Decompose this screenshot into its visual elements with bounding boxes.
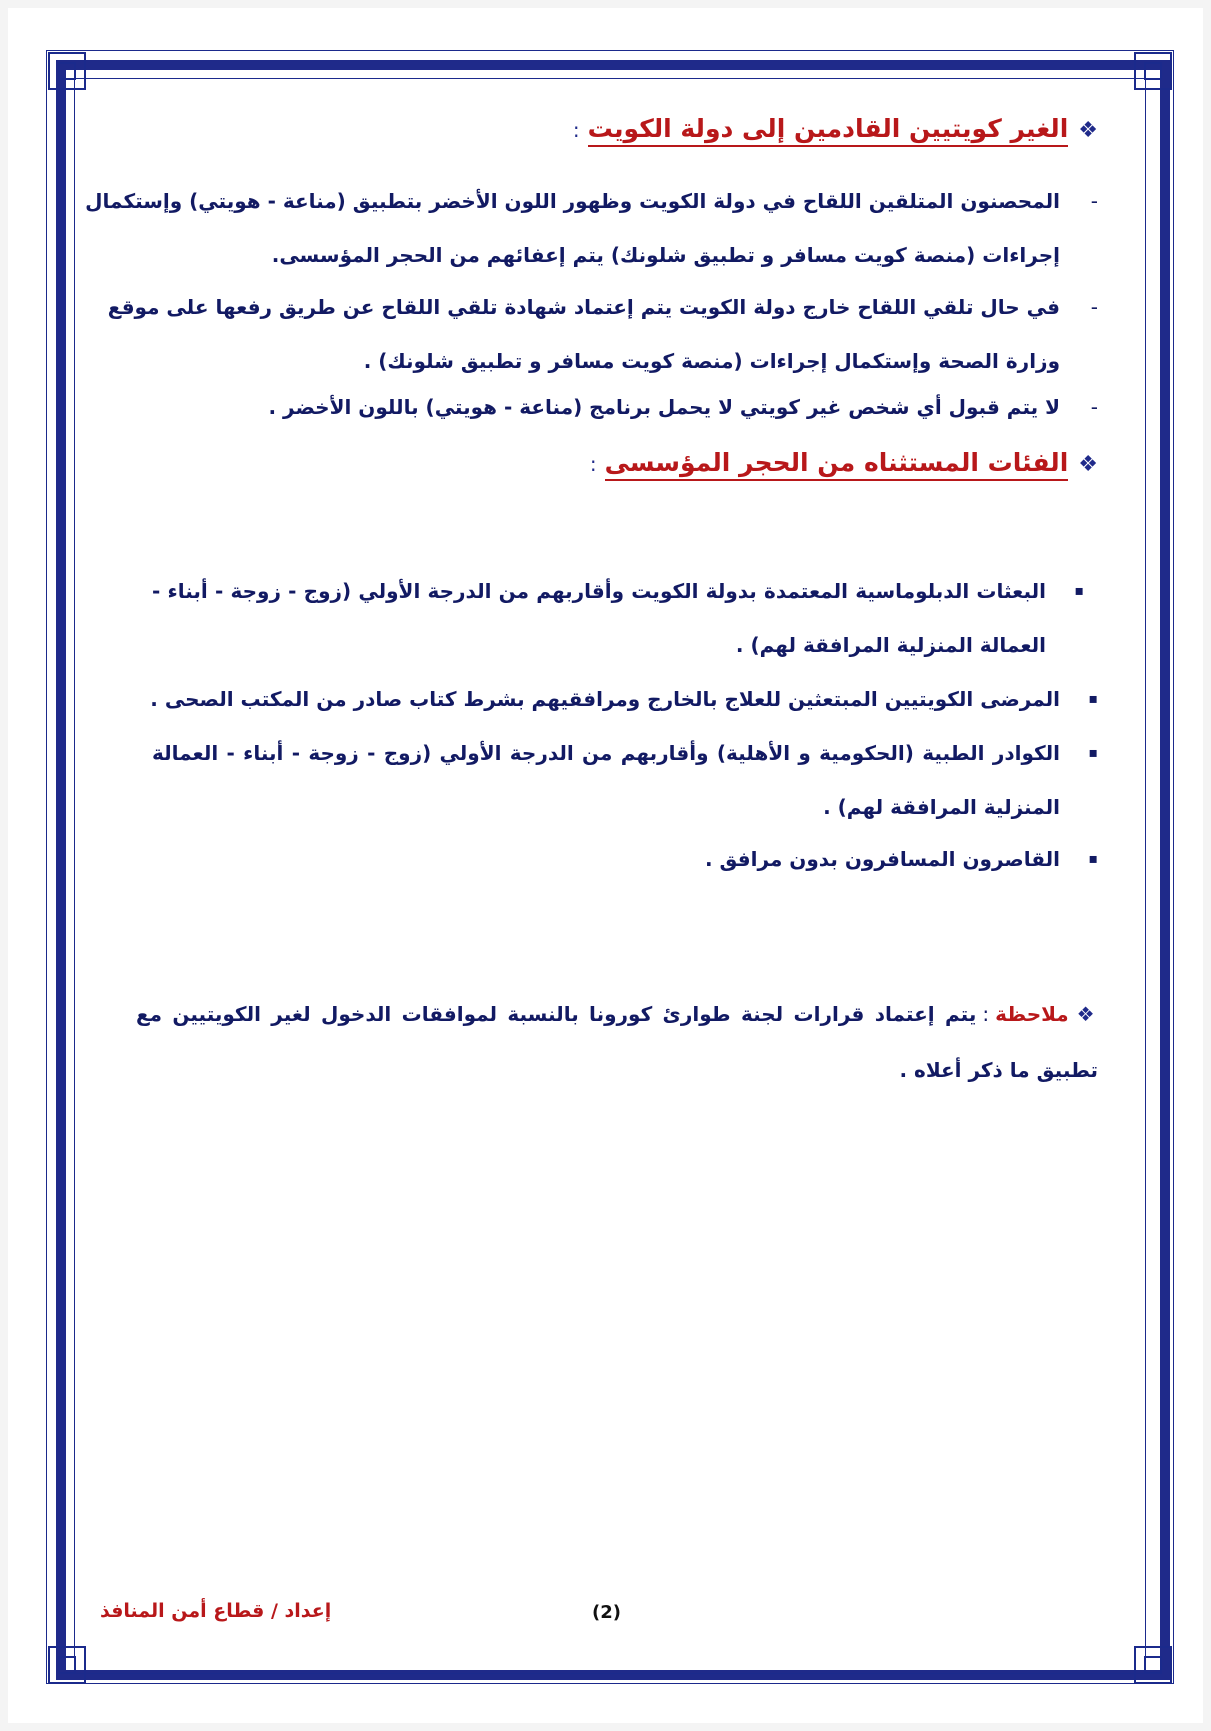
list-item-line: في حال تلقي اللقاح خارج دولة الكويت يتم إعتماد شهادة تلقي اللقاح عن طريق رفعها على موقع	[107, 295, 1060, 319]
square-bullet-icon: ▪	[1088, 691, 1098, 707]
square-bullet-icon: ▪	[1088, 851, 1098, 867]
footer-prepared-by: إعداد / قطاع أمن المنافذ	[100, 1600, 332, 1622]
heading-colon: :	[589, 452, 597, 476]
list-item-line: المرضى الكويتيين المبتعثين للعلاج بالخارج ومرافقيهم بشرط كتاب صادر من المكتب الصحى .	[150, 687, 1060, 711]
diamond-bullet-icon: ❖	[1078, 452, 1098, 477]
list-item	[152, 564, 1084, 672]
list-item-line: وزارة الصحة وإستكمال إجراءات (منصة كويت مسافر و تطبيق شلونك) .	[363, 349, 1060, 373]
list-item-line: القاصرون المسافرون بدون مرافق .	[704, 847, 1060, 871]
list-item	[107, 280, 1098, 388]
note-label: ملاحظة	[995, 1002, 1069, 1026]
dash-marker: -	[1090, 189, 1098, 213]
note-colon: :	[982, 1002, 990, 1026]
diamond-bullet-icon: ❖	[1078, 118, 1098, 143]
heading-colon: :	[572, 118, 580, 142]
dash-marker: -	[1090, 395, 1098, 419]
square-bullet-icon: ▪	[1074, 583, 1084, 599]
list-item	[152, 726, 1098, 834]
note-line-2: تطبيق ما ذكر أعلاه .	[899, 1058, 1098, 1082]
section-heading-exempt-categories	[590, 448, 1098, 477]
diamond-bullet-icon: ❖	[1076, 1002, 1098, 1026]
section-heading-non-kuwaitis	[573, 114, 1098, 143]
section-heading-title: الغير كويتيين القادمين إلى دولة الكويت	[588, 114, 1069, 147]
list-item	[152, 832, 1098, 886]
list-item-line: لا يتم قبول أي شخص غير كويتي لا يحمل برنامج (مناعة - هويتي) باللون الأخضر .	[268, 395, 1060, 419]
list-item	[85, 174, 1098, 282]
corner-ornament-bottom-left	[48, 1646, 86, 1684]
list-item-line: إجراءات (منصة كويت مسافر و تطبيق شلونك) يتم إعفائهم من الحجر المؤسسى.	[271, 243, 1060, 267]
note-text: يتم إعتماد قرارات لجنة طوارئ كورونا بالنسبة لموافقات الدخول لغير الكويتيين مع	[136, 1002, 977, 1026]
corner-ornament-top-left	[48, 52, 86, 90]
corner-ornament-top-right	[1134, 52, 1172, 90]
list-item-line: العمالة المنزلية المرافقة لهم) .	[735, 633, 1046, 657]
list-item-line: المنزلية المرافقة لهم) .	[823, 795, 1060, 819]
note-line-1	[136, 986, 1098, 1042]
list-item-line: المحصنون المتلقين اللقاح في دولة الكويت وظهور اللون الأخضر بتطبيق (مناعة - هويتي) وإستكمال	[85, 189, 1060, 213]
list-item-line: البعثات الدبلوماسية المعتمدة بدولة الكويت وأقاربهم من الدرجة الأولي (زوج - زوجة - أبناء -	[152, 579, 1046, 603]
page-number: (2)	[592, 1602, 621, 1623]
square-bullet-icon: ▪	[1088, 745, 1098, 761]
dash-marker: -	[1090, 295, 1098, 319]
section-heading-title: الفئات المستثناه من الحجر المؤسسى	[605, 448, 1069, 481]
list-item-line: الكوادر الطبية (الحكومية و الأهلية) وأقاربهم من الدرجة الأولي (زوج - زوجة - أبناء - العمالة	[152, 741, 1060, 765]
list-item	[150, 672, 1098, 726]
list-item	[152, 380, 1098, 434]
corner-ornament-bottom-right	[1134, 1646, 1172, 1684]
note-paragraph	[136, 986, 1098, 1098]
